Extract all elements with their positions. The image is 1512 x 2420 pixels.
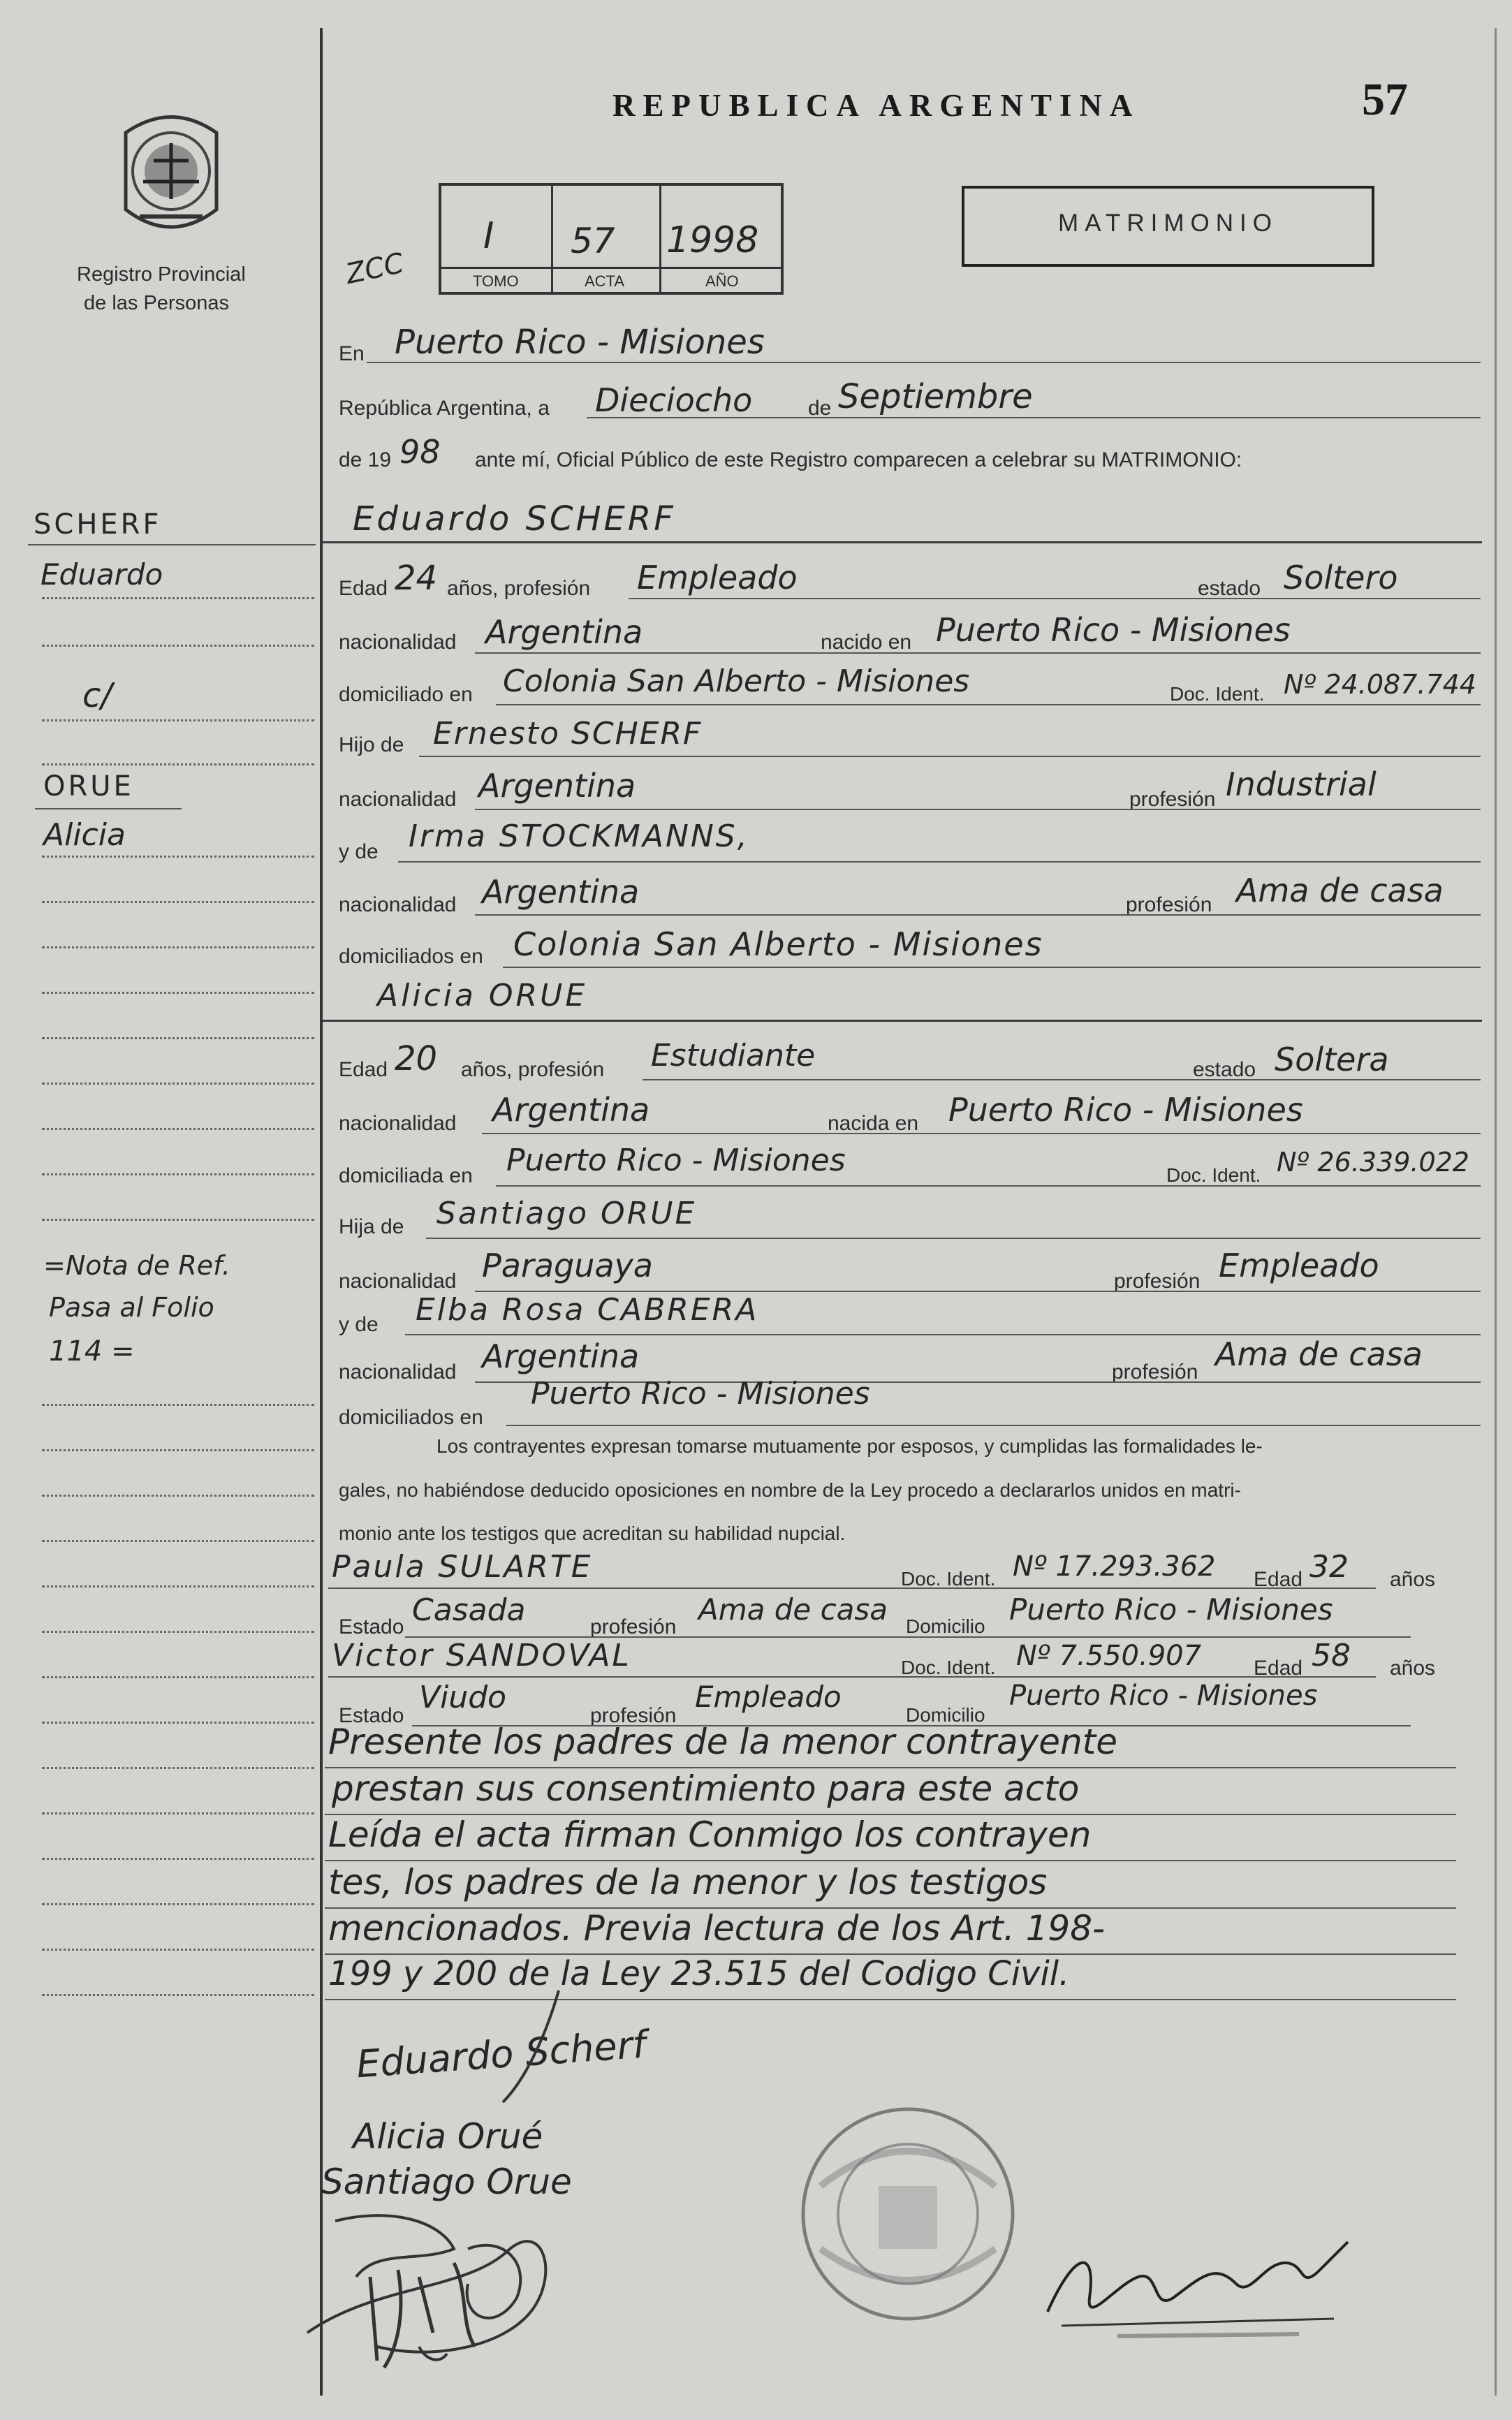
act-type-label: MATRIMONIO xyxy=(1058,210,1278,237)
nacionalidad-label: nacionalidad xyxy=(339,1361,457,1384)
field-line xyxy=(325,1860,1456,1861)
year-suffix: 98 xyxy=(399,433,441,471)
field-line xyxy=(496,704,1481,705)
witness1-edad: 32 xyxy=(1309,1549,1349,1585)
anos-label: años xyxy=(1390,1568,1436,1591)
field-line xyxy=(475,914,1481,916)
registry-name-line1: Registro Provincial xyxy=(77,263,246,286)
field-line xyxy=(587,417,1481,418)
estado-label: Estado xyxy=(339,1615,404,1638)
bride-padre-prof: Empleado xyxy=(1219,1247,1379,1284)
nacionalidad-label: nacionalidad xyxy=(339,1112,457,1135)
margin-dotted xyxy=(42,1585,314,1587)
nacido-label: nacido en xyxy=(821,631,912,654)
doc-ident-label: Doc. Ident. xyxy=(901,1657,996,1678)
estado-label: Estado xyxy=(339,1704,404,1727)
margin-dotted xyxy=(42,1631,314,1633)
anos-profesion-label: años, profesión xyxy=(447,577,591,600)
margin-dotted xyxy=(42,992,314,994)
profesion-label: profesión xyxy=(1126,893,1212,916)
margin-name-bride: Alicia xyxy=(43,817,126,853)
hija-label: Hija de xyxy=(339,1215,404,1238)
margin-conj: c/ xyxy=(82,676,112,715)
signature-father: Santiago Orue xyxy=(321,2162,572,2202)
declaration-line1: Los contrayentes expresan tomarse mutuamente por esposos, y cumplidas las formalidades le- xyxy=(436,1435,1263,1457)
field-line xyxy=(328,1587,1376,1589)
margin-dotted xyxy=(42,1037,314,1039)
nacionalidad-label: nacionalidad xyxy=(339,1270,457,1293)
anos-profesion-label: años, profesión xyxy=(461,1058,605,1081)
note-line6: 199 y 200 de la Ley 23.515 del Codigo Civil. xyxy=(328,1954,1070,1993)
bride-madre-nac: Argentina xyxy=(482,1337,640,1375)
margin-rule xyxy=(28,544,316,545)
field-line xyxy=(367,362,1481,363)
field-line xyxy=(629,598,1481,599)
margin-dotted xyxy=(42,719,314,721)
domicilio-label: Domicilio xyxy=(906,1615,985,1637)
profesion-label: profesión xyxy=(1112,1361,1198,1384)
field-line xyxy=(506,1425,1481,1426)
declaration-line3: monio ante los testigos que acreditan su habilidad nupcial. xyxy=(339,1523,846,1544)
act-type-box xyxy=(962,186,1374,267)
margin-dotted xyxy=(42,1676,314,1678)
en-label: En xyxy=(339,342,365,365)
margin-dotted xyxy=(42,1722,314,1724)
profesion-label: profesión xyxy=(590,1615,677,1638)
groom-madre-prof: Ama de casa xyxy=(1236,872,1444,909)
tomo-acta-box xyxy=(439,183,784,295)
margin-dotted xyxy=(42,1449,314,1451)
margin-name-groom: Eduardo xyxy=(41,557,163,592)
edad-label: Edad xyxy=(339,1058,388,1081)
note-line1: Presente los padres de la menor contrayente xyxy=(328,1722,1118,1762)
margin-dotted xyxy=(42,901,314,903)
margin-dotted xyxy=(42,1903,314,1905)
witness1-doc: Nº 17.293.362 xyxy=(1013,1550,1216,1583)
tomo-label: TOMO xyxy=(473,272,519,290)
witness1-name: Paula SULARTE xyxy=(332,1549,593,1585)
witness2-estado: Viudo xyxy=(419,1680,507,1715)
country-title: REPUBLICA ARGENTINA xyxy=(612,88,1140,123)
margin-note-line2: Pasa al Folio xyxy=(49,1292,214,1323)
groom-padre: Ernesto SCHERF xyxy=(433,716,703,751)
margin-dotted xyxy=(42,1812,314,1814)
domiciliado-label: domiciliado en xyxy=(339,683,473,706)
ano-value: 1998 xyxy=(666,219,759,261)
margin-dotted xyxy=(42,1767,314,1769)
edad-label: Edad xyxy=(1254,1657,1303,1680)
witness1-estado: Casada xyxy=(412,1592,526,1628)
nacionalidad-label: nacionalidad xyxy=(339,788,457,811)
witness2-name: Victor SANDOVAL xyxy=(332,1638,631,1673)
code-mark: ZCC xyxy=(343,247,407,291)
groom-name: Eduardo SCHERF xyxy=(353,499,676,538)
folio-number: 57 xyxy=(1362,74,1408,125)
estado-label: estado xyxy=(1198,577,1261,600)
margin-dotted xyxy=(42,1083,314,1085)
groom-madre: Irma STOCKMANNS, xyxy=(409,819,749,854)
margin-dotted xyxy=(42,1404,314,1406)
bride-doc: Nº 26.339.022 xyxy=(1277,1147,1469,1178)
margin-rule xyxy=(35,808,182,809)
nacida-label: nacida en xyxy=(828,1112,919,1135)
bride-profesion: Estudiante xyxy=(651,1038,816,1073)
ano-label: AÑO xyxy=(705,272,739,290)
hijo-label: Hijo de xyxy=(339,733,404,756)
note-line2: prestan sus consentimiento para este acto xyxy=(332,1768,1080,1809)
acta-value: 57 xyxy=(571,221,615,261)
yde-label: y de xyxy=(339,1313,379,1336)
witness2-doc: Nº 7.550.907 xyxy=(1016,1640,1202,1672)
profesion-label: profesión xyxy=(1129,788,1216,811)
estado-label: estado xyxy=(1193,1058,1256,1081)
margin-surname-bride: ORUE xyxy=(43,770,134,802)
declaration-line2: gales, no habiéndose deducido oposiciones en nombre de la Ley procedo a declararlos unidos en matri- xyxy=(339,1479,1241,1501)
groom-padres-dom: Colonia San Alberto - Misiones xyxy=(513,925,1043,963)
groom-domicilio: Colonia San Alberto - Misiones xyxy=(503,663,970,699)
groom-estado: Soltero xyxy=(1284,559,1398,596)
witness2-domicilio: Puerto Rico - Misiones xyxy=(1009,1680,1318,1712)
margin-dotted xyxy=(42,763,314,765)
field-line xyxy=(482,1133,1481,1134)
domicilio-label: Domicilio xyxy=(906,1704,985,1726)
signature-groom: Eduardo Scherf xyxy=(355,2022,647,2087)
margin-dotted xyxy=(42,1495,314,1497)
signature-bride: Alicia Orué xyxy=(353,2116,543,2157)
witness2-edad: 58 xyxy=(1312,1638,1351,1673)
field-line xyxy=(475,652,1481,654)
margin-dotted xyxy=(42,597,314,599)
right-border xyxy=(1495,28,1497,2396)
de-label: de xyxy=(808,397,832,420)
place-value: Puerto Rico - Misiones xyxy=(395,323,765,362)
section-rule xyxy=(323,1020,1482,1022)
margin-dotted xyxy=(42,1994,314,1996)
doc-ident-label: Doc. Ident. xyxy=(1170,683,1265,705)
margin-dotted xyxy=(42,645,314,647)
bride-estado: Soltera xyxy=(1275,1041,1389,1078)
margin-dotted xyxy=(42,1219,314,1221)
bride-padres-dom: Puerto Rico - Misiones xyxy=(531,1376,870,1411)
edad-label: Edad xyxy=(1254,1568,1303,1591)
section-rule xyxy=(323,541,1482,543)
field-line xyxy=(503,967,1481,968)
signature-scribbles xyxy=(293,1983,670,2389)
bride-madre-prof: Ama de casa xyxy=(1215,1335,1423,1373)
official-signature xyxy=(1034,2221,1355,2347)
day-value: Dieciocho xyxy=(595,381,753,419)
domiciliados-label: domiciliados en xyxy=(339,945,483,968)
yde-label: y de xyxy=(339,840,379,863)
registry-name-line2: de las Personas xyxy=(84,292,229,314)
official-stamp xyxy=(796,2102,1020,2326)
field-line xyxy=(475,809,1481,810)
anos-label: años xyxy=(1390,1657,1436,1680)
margin-dotted xyxy=(42,1128,314,1130)
acta-label: ACTA xyxy=(585,272,625,290)
margin-dotted xyxy=(42,1949,314,1951)
month-value: Septiembre xyxy=(838,377,1033,416)
margin-note-line1: =Nota de Ref. xyxy=(43,1250,230,1281)
groom-nacido-en: Puerto Rico - Misiones xyxy=(936,611,1291,649)
note-line4: tes, los padres de la menor y los testigos xyxy=(328,1862,1048,1902)
nacionalidad-label: nacionalidad xyxy=(339,893,457,916)
field-line xyxy=(328,1676,1376,1678)
margin-surname-groom: SCHERF xyxy=(34,508,162,541)
registry-seal xyxy=(112,105,230,244)
field-line xyxy=(643,1079,1481,1080)
field-line xyxy=(398,861,1481,863)
republica-label: República Argentina, a xyxy=(339,397,550,420)
doc-ident-label: Doc. Ident. xyxy=(1166,1164,1261,1186)
groom-nacionalidad: Argentina xyxy=(485,613,643,651)
domiciliados-label: domiciliados en xyxy=(339,1406,483,1429)
margin-note-line3: 114 = xyxy=(49,1335,135,1367)
field-line xyxy=(419,756,1481,757)
witness1-domicilio: Puerto Rico - Misiones xyxy=(1009,1592,1333,1627)
profesion-label: profesión xyxy=(590,1704,677,1727)
witness1-profesion: Ama de casa xyxy=(698,1592,888,1627)
field-line xyxy=(426,1238,1481,1239)
statement-text: ante mí, Oficial Público de este Registro comparecen a celebrar su MATRIMONIO: xyxy=(475,448,1242,471)
bride-nacionalidad: Argentina xyxy=(492,1091,650,1129)
margin-dotted xyxy=(42,856,314,858)
tomo-value: I xyxy=(483,215,494,257)
groom-padre-nac: Argentina xyxy=(478,767,636,805)
profesion-label: profesión xyxy=(1114,1270,1201,1293)
note-line5: mencionados. Previa lectura de los Art. 198- xyxy=(328,1908,1106,1949)
bride-domicilio: Puerto Rico - Misiones xyxy=(506,1143,846,1178)
margin-dotted xyxy=(42,1540,314,1542)
bride-nacida-en: Puerto Rico - Misiones xyxy=(948,1091,1303,1129)
year-prefix: de 19 xyxy=(339,448,392,471)
witness2-profesion: Empleado xyxy=(695,1680,842,1714)
groom-madre-nac: Argentina xyxy=(482,873,640,911)
bride-edad: 20 xyxy=(395,1039,438,1078)
nacionalidad-label: nacionalidad xyxy=(339,631,457,654)
bride-name: Alicia ORUE xyxy=(377,978,588,1013)
groom-profesion: Empleado xyxy=(637,559,798,596)
field-line xyxy=(496,1185,1481,1187)
bride-padre-nac: Paraguaya xyxy=(482,1247,653,1284)
margin-dotted xyxy=(42,1858,314,1860)
groom-padre-prof: Industrial xyxy=(1226,765,1377,803)
bride-madre: Elba Rosa CABRERA xyxy=(416,1292,759,1328)
doc-ident-label: Doc. Ident. xyxy=(901,1568,996,1590)
note-line3: Leída el acta firman Conmigo los contrayen xyxy=(328,1814,1092,1855)
bride-padre: Santiago ORUE xyxy=(436,1196,697,1231)
margin-dotted xyxy=(42,1173,314,1175)
margin-dotted xyxy=(42,946,314,948)
groom-edad: 24 xyxy=(395,559,438,598)
groom-doc: Nº 24.087.744 xyxy=(1284,669,1476,700)
edad-label: Edad xyxy=(339,577,388,600)
domiciliada-label: domiciliada en xyxy=(339,1164,473,1187)
